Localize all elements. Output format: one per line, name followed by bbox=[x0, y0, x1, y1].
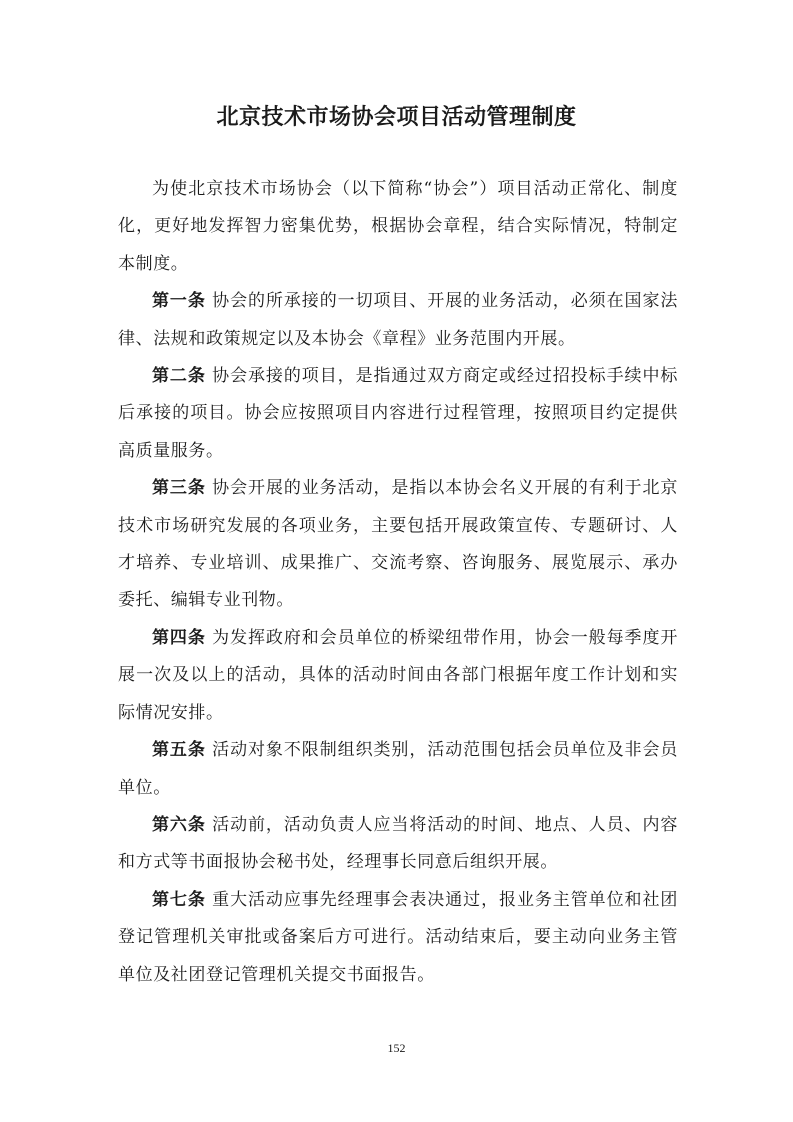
article-3-text: 协会开展的业务活动，是指以本协会名义开展的有利于北京技术市场研究发展的各项业务，主要包括开展政策宣传、专题研讨、人才培养、专业培训、成果推广、交流考察、咨询服务、展览展示、承办委托、编辑专业刊物。 bbox=[118, 478, 678, 611]
article-7 bbox=[118, 882, 678, 994]
article-1 bbox=[118, 283, 678, 358]
intro-paragraph: 为使北京技术市场协会（以下简称“协会”）项目活动正常化、制度化，更好地发挥智力密集优势，根据协会章程，结合实际情况，特制定本制度。 bbox=[118, 179, 678, 274]
article-6 bbox=[118, 807, 678, 882]
article-4-label: 第四条 bbox=[152, 627, 206, 648]
article-1-text: 协会的所承接的一切项目、开展的业务活动，必须在国家法律、法规和政策规定以及本协会《章程》业务范围内开展。 bbox=[118, 291, 678, 349]
article-7-text: 重大活动应事先经理事会表决通过，报业务主管单位和社团登记管理机关审批或备案后方可进行。活动结束后，要主动向业务主管单位及社团登记管理机关提交书面报告。 bbox=[118, 889, 678, 985]
page-number: 152 bbox=[387, 1041, 406, 1055]
article-3-label: 第三条 bbox=[152, 478, 206, 499]
document-title: 北京技术市场协会项目活动管理制度 bbox=[216, 104, 577, 130]
article-6-text: 活动前，活动负责人应当将活动的时间、地点、人员、内容和方式等书面报协会秘书处，经理事长同意后组织开展。 bbox=[118, 814, 678, 873]
article-5-label: 第五条 bbox=[152, 740, 206, 761]
article-7-label: 第七条 bbox=[152, 889, 206, 910]
article-6-label: 第六条 bbox=[152, 814, 206, 835]
article-3 bbox=[118, 470, 678, 620]
article-1-label: 第一条 bbox=[152, 291, 206, 312]
article-4 bbox=[118, 620, 678, 732]
article-2-text: 协会承接的项目，是指通过双方商定或经过招投标手续中标后承接的项目。协会应按照项目内容进行过程管理，按照项目约定提供高质量服务。 bbox=[118, 366, 678, 461]
article-5 bbox=[118, 732, 678, 807]
document-body bbox=[118, 171, 678, 994]
article-2-label: 第二条 bbox=[152, 366, 206, 387]
article-2 bbox=[118, 358, 678, 470]
article-5-text: 活动对象不限制组织类别，活动范围包括会员单位及非会员单位。 bbox=[118, 740, 678, 798]
article-4-text: 为发挥政府和会员单位的桥梁纽带作用，协会一般每季度开展一次及以上的活动，具体的活动时间由各部门根据年度工作计划和实际情况安排。 bbox=[118, 627, 678, 723]
